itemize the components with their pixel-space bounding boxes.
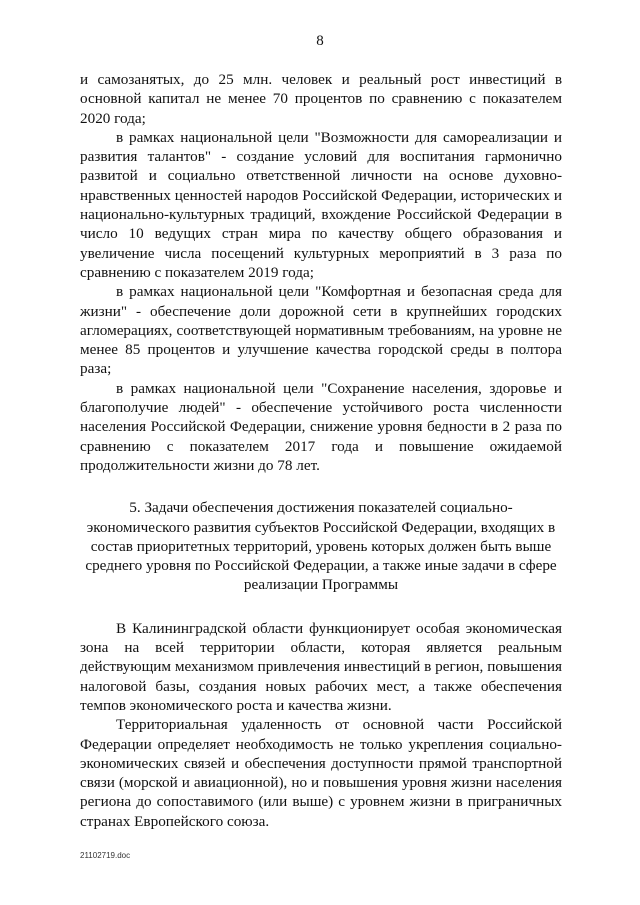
paragraph: В Калининградской области функционирует особая экономическая зона на всей территории области, которая является реальным действующим механизмом привлечения инвестиций в регион, повышения налоговой базы, создания новых рабочих мест, а также обеспечения темпов экономического роста и качества жизни. [80, 619, 562, 714]
paragraph: Территориальная удаленность от основной части Российской Федерации определяет необходимость не только укрепления социально-экономических связей и обеспечения доступности прямой транспортной связи (морской и авиационной), но и повышения уровня жизни населения региона до сопоставимого (или выше) с уровнем жизни в приграничных странах Европейского союза. [80, 716, 562, 830]
paragraph: в рамках национальной цели "Возможности для самореализации и развития талантов" - создание условий для воспитания гармонично развитой и социально ответственной личности на основе духовно-нравственных ценностей народов Российской Федерации, исторических и национально-культурных традиций, вхождение Российской Федерации в число 10 ведущих стран мира по качеству общего образования и увеличение числа посещений культурных мероприятий в 3 раза по сравнению с показателем 2019 года; [80, 128, 562, 281]
paragraph: в рамках национальной цели "Сохранение населения, здоровье и благополучие людей" - обеспечение устойчивого роста численности населения Российской Федерации, снижение уровня бедности в 2 раза по сравнению с показателем 2017 года и повышение ожидаемой продолжительности жизни до 78 лет. [80, 379, 562, 474]
paragraph: в рамках национальной цели "Комфортная и безопасная среда для жизни" - обеспечение доли дорожной сети в крупнейших городских агломерациях, соответствующей нормативным требованиям, на уровне не менее 85 процентов и улучшение качества городской среды в полтора раза; [80, 283, 562, 378]
document-body [80, 70, 562, 831]
paragraph: и самозанятых, до 25 млн. человек и реальный рост инвестиций в основной капитал не менее 70 процентов по сравнению с показателем 2020 года; [80, 71, 562, 127]
footer-file-code: 21102719.doc [80, 851, 131, 860]
page-number: 8 [316, 33, 324, 49]
section-heading: 5. Задачи обеспечения достижения показателей социально-экономического развития субъектов Российской Федерации, входящих в состав приоритетных территорий, уровень которых должен быть выше среднего уровня по Российской Федерации, а также иные задачи в сфере реализации Программы [85, 499, 557, 594]
